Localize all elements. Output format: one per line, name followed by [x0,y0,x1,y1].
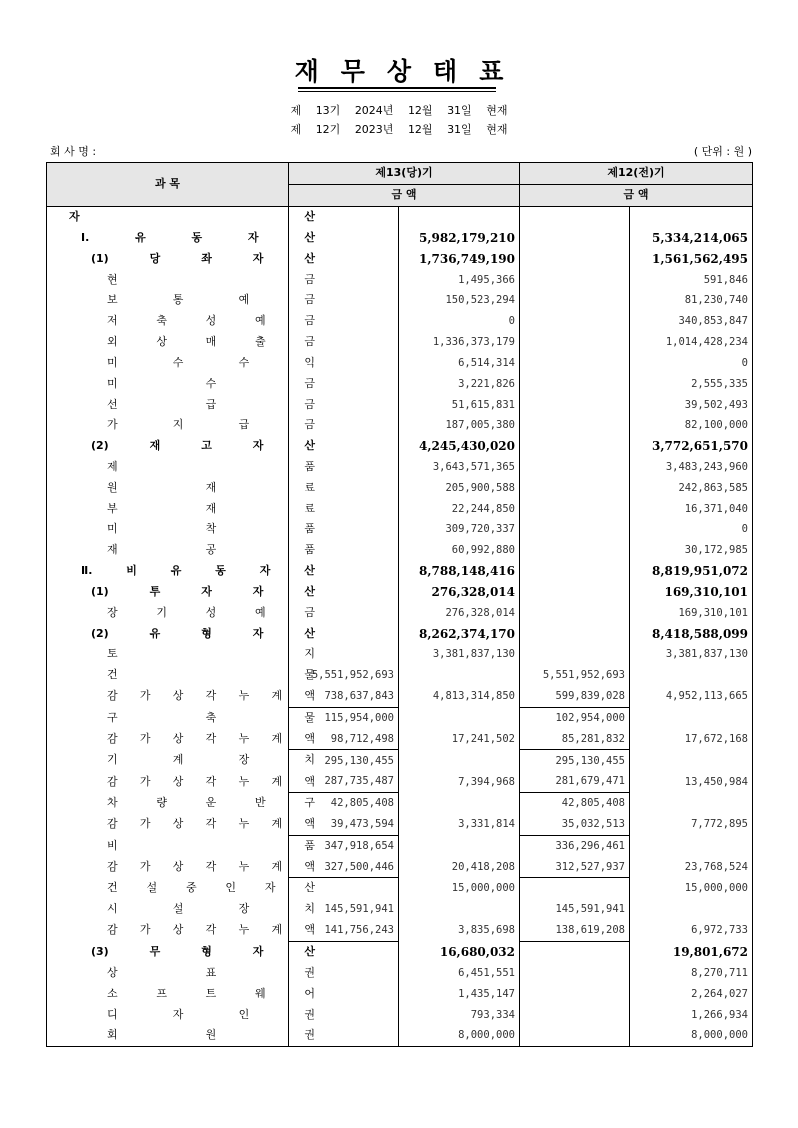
account-cell [47,878,315,899]
prior-amount: 17,672,168 [630,728,753,749]
prior-amount: 1,266,934 [630,1004,753,1025]
account-cell [47,814,315,835]
account-label: 비 품 [107,838,315,852]
current-amount: 0 [399,311,520,332]
prior-sub-amount: 281,679,471 [520,771,630,792]
account-label: 선 급 금 [107,397,315,411]
prior-amount: 6,972,733 [630,920,753,941]
prior-sub-amount [520,540,630,561]
table-row [47,457,753,478]
account-label: (2) 재 고 자 산 [91,439,315,453]
current-sub-amount: 145,591,941 [289,899,399,920]
prior-amount: 1,561,562,495 [630,248,753,269]
prior-sub-amount: 5,551,952,693 [520,665,630,686]
current-amount: 20,418,208 [399,856,520,877]
account-label: (3) 무 형 자 산 [91,944,315,958]
current-amount [399,665,520,686]
prior-amount: 16,371,040 [630,498,753,519]
account-label: 회 원 권 [107,1028,315,1042]
current-sub-amount: 287,735,487 [289,771,399,792]
current-amount: 3,381,837,130 [399,644,520,665]
current-sub-amount: 39,473,594 [289,814,399,835]
table-row [47,227,753,248]
account-label: 감 가 상 각 누 계 액 [107,923,315,937]
current-amount: 7,394,968 [399,771,520,792]
account-cell [47,352,315,373]
account-label: 부 재 료 [107,501,315,515]
current-amount: 276,328,014 [399,602,520,623]
current-amount: 3,331,814 [399,814,520,835]
table-row [47,771,753,792]
table-row [47,311,753,332]
account-cell [47,750,315,771]
prior-amount: 82,100,000 [630,415,753,436]
header-current-amount: 금 액 [289,184,520,206]
prior-sub-amount [520,332,630,353]
current-amount: 16,680,032 [399,941,520,962]
account-label: 저 축 성 예 금 [107,314,315,328]
account-label: 재 공 품 [107,543,315,557]
table-row [47,332,753,353]
prior-sub-amount [520,561,630,582]
table-row [47,561,753,582]
prior-sub-amount [520,582,630,603]
account-label: (1) 투 자 자 산 [91,584,315,598]
prior-amount [630,899,753,920]
table-row [47,983,753,1004]
account-label: 기 계 장 치 [107,753,315,767]
table-row [47,920,753,941]
account-cell [47,227,315,248]
prior-amount: 13,450,984 [630,771,753,792]
prior-amount: 8,270,711 [630,962,753,983]
account-label: 감 가 상 각 누 계 액 [107,774,315,788]
prior-amount [630,206,753,227]
account-cell [47,457,315,478]
current-amount: 6,514,314 [399,352,520,373]
table-row [47,582,753,603]
current-amount: 3,643,571,365 [399,457,520,478]
current-amount: 3,221,826 [399,373,520,394]
table-row [47,792,753,813]
account-cell [47,206,315,227]
account-label: 토 지 [107,647,315,661]
table-row [47,415,753,436]
prior-sub-amount [520,519,630,540]
prior-amount [630,707,753,728]
account-label: 감 가 상 각 누 계 액 [107,732,315,746]
table-row [47,519,753,540]
prior-sub-amount [520,269,630,290]
table-row [47,602,753,623]
current-amount: 3,835,698 [399,920,520,941]
current-amount: 150,523,294 [399,290,520,311]
table-row [47,644,753,665]
current-amount: 1,495,366 [399,269,520,290]
balance-sheet-table [46,162,753,1047]
current-sub-amount: 295,130,455 [289,750,399,771]
account-label: (1) 당 좌 자 산 [91,251,315,265]
account-label: 시 설 장 치 [107,902,315,916]
prior-amount: 19,801,672 [630,941,753,962]
account-cell [47,332,315,353]
current-sub-amount: 5,551,952,693 [289,665,399,686]
current-amount [399,792,520,813]
prior-amount: 0 [630,352,753,373]
account-cell [47,920,315,941]
account-label: 가 지 급 금 [107,418,315,432]
account-label: Ⅱ. 비 유 동 자 산 [81,564,315,578]
current-amount: 51,615,831 [399,394,520,415]
account-cell [47,290,315,311]
current-amount [399,206,520,227]
account-cell [47,665,315,686]
prior-amount: 3,772,651,570 [630,436,753,457]
prior-sub-amount: 35,032,513 [520,814,630,835]
account-cell [47,1025,315,1046]
account-label: 보 통 예 금 [107,293,315,307]
account-label: 장 기 성 예 금 [107,605,315,619]
account-cell [47,602,315,623]
current-amount: 6,451,551 [399,962,520,983]
account-cell [47,248,315,269]
prior-sub-amount: 42,805,408 [520,792,630,813]
current-amount: 187,005,380 [399,415,520,436]
table-row [47,498,753,519]
current-amount: 17,241,502 [399,728,520,749]
prior-amount: 5,334,214,065 [630,227,753,248]
unit-label: ( 단위 : 원 ) [693,145,752,158]
prior-amount: 2,555,335 [630,373,753,394]
current-amount: 276,328,014 [399,582,520,603]
table-row [47,373,753,394]
prior-sub-amount: 145,591,941 [520,899,630,920]
prior-sub-amount: 336,296,461 [520,835,630,856]
table-row [47,941,753,962]
table-row [47,899,753,920]
prior-sub-amount [520,962,630,983]
current-amount: 8,788,148,416 [399,561,520,582]
prior-sub-amount [520,644,630,665]
prior-sub-amount [520,941,630,962]
current-sub-amount: 42,805,408 [289,792,399,813]
account-label: 제 품 [107,460,315,473]
current-amount: 5,982,179,210 [399,227,520,248]
prior-amount: 340,853,847 [630,311,753,332]
table-row [47,856,753,877]
current-amount: 22,244,850 [399,498,520,519]
current-amount [399,835,520,856]
prior-sub-amount [520,394,630,415]
account-label: 자 산 [69,210,315,224]
account-cell [47,519,315,540]
prior-amount: 3,483,243,960 [630,457,753,478]
current-sub-amount: 115,954,000 [289,707,399,728]
account-label: 소 프 트 웨 어 [107,986,315,1000]
prior-amount [630,835,753,856]
account-label: Ⅰ. 유 동 자 산 [81,230,315,244]
current-sub-amount: 141,756,243 [289,920,399,941]
account-label: 건 물 [107,668,315,682]
table-row [47,1004,753,1025]
current-amount [399,899,520,920]
account-label: 미 수 수 익 [107,355,315,369]
current-amount: 1,336,373,179 [399,332,520,353]
account-cell [47,771,315,792]
account-cell [47,792,315,813]
prior-sub-amount: 138,619,208 [520,920,630,941]
table-row [47,623,753,644]
prior-sub-amount [520,290,630,311]
table-row [47,540,753,561]
prior-amount: 4,952,113,665 [630,686,753,707]
period-line-current: 제 13기 2024년 12월 31일 현재 [290,104,508,117]
prior-amount: 8,000,000 [630,1025,753,1046]
table-row [47,206,753,227]
current-amount: 60,992,880 [399,540,520,561]
account-label: 미 수 금 [107,376,315,390]
prior-sub-amount [520,373,630,394]
prior-sub-amount [520,457,630,478]
table-row [47,352,753,373]
prior-amount: 8,418,588,099 [630,623,753,644]
account-cell [47,498,315,519]
table-row [47,477,753,498]
prior-amount: 0 [630,519,753,540]
prior-amount: 2,264,027 [630,983,753,1004]
prior-amount: 1,014,428,234 [630,332,753,353]
current-amount: 4,245,430,020 [399,436,520,457]
account-cell [47,540,315,561]
account-label: 감 가 상 각 누 계 액 [107,859,315,873]
prior-amount [630,665,753,686]
account-label: 디 자 인 권 [107,1007,315,1021]
prior-amount: 169,310,101 [630,582,753,603]
header-prior-amount: 금 액 [520,184,753,206]
prior-amount [630,792,753,813]
current-amount: 15,000,000 [399,878,520,899]
prior-sub-amount [520,352,630,373]
company-name-label: 회 사 명 : [50,145,97,158]
account-cell [47,962,315,983]
prior-sub-amount [520,878,630,899]
account-cell [47,477,315,498]
table-row [47,814,753,835]
account-label: 외 상 매 출 금 [107,335,315,349]
prior-sub-amount: 599,839,028 [520,686,630,707]
prior-sub-amount [520,227,630,248]
account-cell [47,1004,315,1025]
account-cell [47,373,315,394]
prior-amount: 8,819,951,072 [630,561,753,582]
prior-amount: 3,381,837,130 [630,644,753,665]
current-sub-amount: 738,637,843 [289,686,399,707]
account-cell [47,686,315,707]
table-row [47,1025,753,1046]
prior-sub-amount [520,415,630,436]
prior-amount: 39,502,493 [630,394,753,415]
current-amount: 4,813,314,850 [399,686,520,707]
account-cell [47,728,315,749]
prior-sub-amount [520,436,630,457]
prior-amount: 15,000,000 [630,878,753,899]
account-cell [47,311,315,332]
account-cell [47,269,315,290]
table-row [47,248,753,269]
prior-amount: 7,772,895 [630,814,753,835]
table-row [47,707,753,728]
account-label: 감 가 상 각 누 계 액 [107,689,315,703]
table-row [47,962,753,983]
prior-amount: 30,172,985 [630,540,753,561]
current-sub-amount: 347,918,654 [289,835,399,856]
table-row [47,686,753,707]
current-amount: 1,736,749,190 [399,248,520,269]
current-amount [399,750,520,771]
header-current-period: 제13(당)기 [289,163,520,185]
current-amount: 1,435,147 [399,983,520,1004]
prior-sub-amount [520,311,630,332]
account-label: (2) 유 형 자 산 [91,626,315,640]
account-label: 차 량 운 반 구 [107,796,315,809]
table-row [47,269,753,290]
prior-amount: 81,230,740 [630,290,753,311]
title-underline [298,87,496,89]
current-sub-amount: 98,712,498 [289,728,399,749]
account-label: 건 설 중 인 자 산 [107,881,315,895]
prior-sub-amount [520,983,630,1004]
table-row [47,290,753,311]
period-line-prior: 제 12기 2023년 12월 31일 현재 [290,123,508,136]
prior-amount: 169,310,101 [630,602,753,623]
prior-sub-amount: 102,954,000 [520,707,630,728]
prior-sub-amount [520,206,630,227]
current-sub-amount: 327,500,446 [289,856,399,877]
table-row [47,665,753,686]
prior-sub-amount [520,498,630,519]
prior-sub-amount [520,1004,630,1025]
account-cell [47,394,315,415]
account-cell [47,856,315,877]
prior-sub-amount [520,602,630,623]
prior-sub-amount: 85,281,832 [520,728,630,749]
header-subject: 과 목 [47,163,289,207]
account-label: 미 착 품 [107,522,315,536]
table-row [47,728,753,749]
current-amount: 793,334 [399,1004,520,1025]
account-label: 원 재 료 [107,480,315,494]
title-underline-thin [298,91,496,92]
account-cell [47,561,315,582]
table-row [47,436,753,457]
prior-sub-amount: 312,527,937 [520,856,630,877]
prior-sub-amount [520,477,630,498]
table-row [47,750,753,771]
account-cell [47,707,315,728]
account-label: 구 축 물 [107,710,315,724]
prior-sub-amount: 295,130,455 [520,750,630,771]
account-label: 감 가 상 각 누 계 액 [107,817,315,831]
table-row [47,835,753,856]
account-cell [47,436,315,457]
prior-amount: 23,768,524 [630,856,753,877]
account-cell [47,835,315,856]
account-cell [47,899,315,920]
account-cell [47,623,315,644]
account-label: 현 금 [107,272,315,286]
account-label: 상 표 권 [107,965,315,979]
current-amount: 8,262,374,170 [399,623,520,644]
account-cell [47,983,315,1004]
account-cell [47,941,315,962]
table-row [47,878,753,899]
header-prior-period: 제12(전)기 [520,163,753,185]
current-amount [399,707,520,728]
table-row [47,394,753,415]
prior-amount [630,750,753,771]
prior-amount: 591,846 [630,269,753,290]
account-cell [47,582,315,603]
account-cell [47,644,315,665]
prior-sub-amount [520,248,630,269]
current-amount: 309,720,337 [399,519,520,540]
page-title: 재무상태표 [294,57,526,86]
account-cell [47,415,315,436]
prior-amount: 242,863,585 [630,477,753,498]
current-amount: 8,000,000 [399,1025,520,1046]
prior-sub-amount [520,623,630,644]
prior-sub-amount [520,1025,630,1046]
current-amount: 205,900,588 [399,477,520,498]
